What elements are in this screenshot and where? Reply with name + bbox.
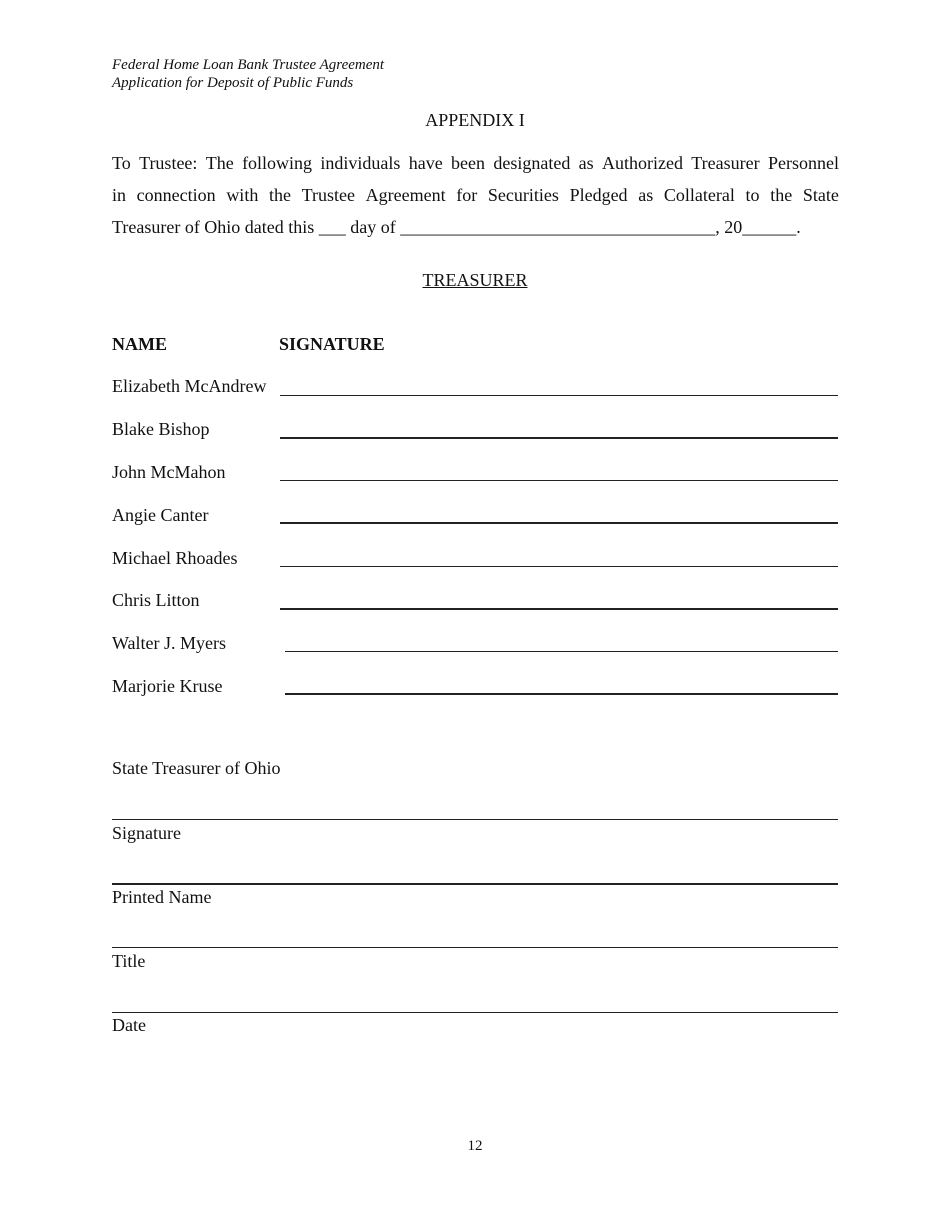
signer-name: Angie Canter: [112, 505, 209, 525]
running-header-line-1: Federal Home Loan Bank Trustee Agreement: [112, 57, 385, 73]
intro-word: as: [578, 153, 594, 173]
intro-word: Agreement: [365, 185, 446, 205]
signer-name: Elizabeth McAndrew: [112, 376, 267, 396]
intro-word: Treasurer: [691, 153, 760, 173]
printed-name-label: Printed Name: [112, 887, 212, 907]
signature-line[interactable]: [280, 437, 838, 439]
printed-name-line[interactable]: [112, 883, 838, 885]
running-header-line-2: Application for Deposit of Public Funds: [112, 75, 354, 91]
intro-line-1: [112, 152, 839, 174]
date-line[interactable]: [112, 1012, 838, 1013]
intro-word: Pledged: [569, 185, 628, 205]
intro-word: as: [638, 185, 654, 205]
intro-word: been: [451, 153, 486, 173]
state-signature-label: Signature: [112, 823, 181, 843]
intro-word: To: [112, 153, 131, 173]
signature-line[interactable]: [280, 608, 838, 610]
intro-word: to: [745, 185, 760, 205]
intro-word: Trustee:: [139, 153, 198, 173]
title-label: Title: [112, 951, 146, 971]
intro-word: in: [112, 185, 127, 205]
column-header-signature: SIGNATURE: [279, 334, 385, 354]
signer-name: Chris Litton: [112, 590, 200, 610]
section-title-text: TREASURER: [422, 270, 528, 290]
state-signature-line[interactable]: [112, 819, 838, 820]
intro-word: Securities: [487, 185, 559, 205]
intro-word: Trustee: [301, 185, 355, 205]
intro-word: the: [268, 185, 291, 205]
intro-word: Personnel: [767, 153, 839, 173]
intro-word: the: [770, 185, 793, 205]
signature-line[interactable]: [280, 566, 838, 567]
intro-word: for: [456, 185, 478, 205]
signer-name: Blake Bishop: [112, 419, 210, 439]
intro-word: with: [226, 185, 259, 205]
title-line[interactable]: [112, 947, 838, 948]
signature-line[interactable]: [280, 522, 838, 524]
intro-line-2: [112, 184, 839, 206]
signature-line[interactable]: [285, 693, 838, 695]
signer-name: Walter J. Myers: [112, 633, 227, 653]
intro-word: Collateral: [663, 185, 735, 205]
signature-line[interactable]: [280, 395, 838, 396]
date-label: Date: [112, 1015, 146, 1035]
section-title-treasurer: [0, 270, 950, 291]
signature-line[interactable]: [280, 480, 838, 481]
signer-name: Michael Rhoades: [112, 548, 238, 568]
page-number: 12: [467, 1138, 483, 1154]
intro-word: connection: [136, 185, 216, 205]
intro-word: Authorized: [601, 153, 683, 173]
intro-word: individuals: [320, 153, 401, 173]
state-treasurer-heading: State Treasurer of Ohio: [112, 758, 281, 778]
intro-word: following: [242, 153, 313, 173]
signer-name: John McMahon: [112, 462, 226, 482]
intro-word: State: [802, 185, 839, 205]
column-header-name: NAME: [112, 334, 167, 354]
intro-word: designated: [493, 153, 571, 173]
intro-word: The: [205, 153, 234, 173]
intro-word: have: [408, 153, 443, 173]
signature-line[interactable]: [285, 651, 838, 652]
signer-name: Marjorie Kruse: [112, 676, 223, 696]
appendix-title: APPENDIX I: [425, 110, 525, 130]
intro-line-3: Treasurer of Ohio dated this ___ day of ___________________________________, 20______.: [112, 217, 801, 237]
